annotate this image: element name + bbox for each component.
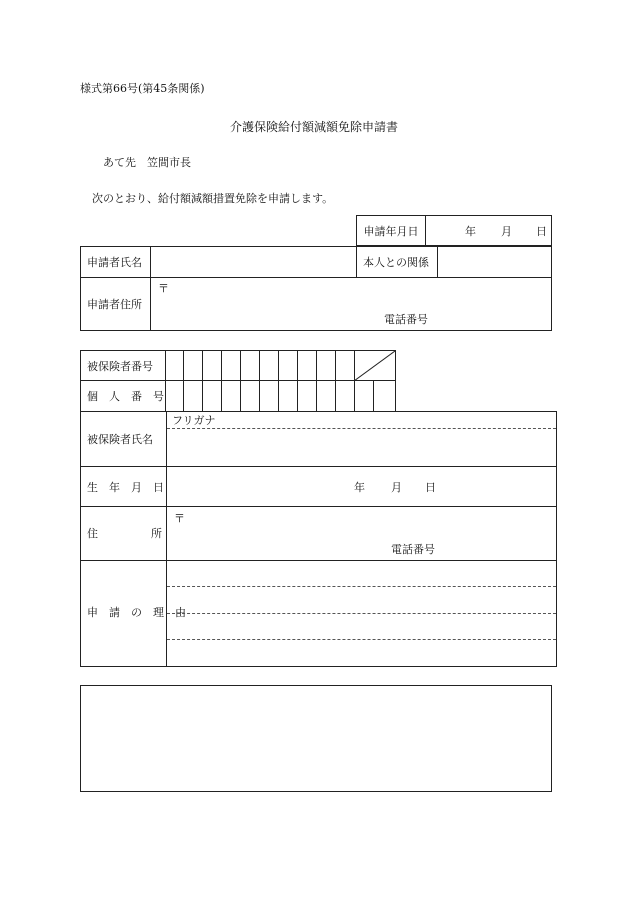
birth-day: 日: [425, 481, 436, 494]
applicant-date-label-cell: [356, 215, 426, 246]
birth-date-field[interactable]: [167, 467, 556, 506]
insured-number-label: 被保険者番号: [87, 359, 153, 373]
birth-month: 月: [391, 481, 402, 494]
applicant-date-year: 年: [465, 225, 476, 238]
form-id: 様式第66号(第45条関係): [80, 82, 205, 95]
applicant-date-day: 日: [536, 225, 547, 238]
reason-field[interactable]: [167, 561, 556, 666]
applicant-section: [80, 215, 552, 331]
personal-number-digits[interactable]: [165, 380, 396, 412]
birth-date-label: 生 年 月 日: [87, 481, 164, 494]
insured-address-field[interactable]: [167, 507, 556, 560]
personal-number-label-cell: [80, 380, 166, 412]
insured-address-label-1: 住: [87, 527, 98, 540]
furigana-label: フリガナ: [172, 414, 216, 427]
applicant-address-label-cell: [81, 277, 151, 330]
insured-phone-label: 電話番号: [391, 543, 435, 556]
insured-main-grid: [80, 411, 557, 667]
insured-address-label-2: 所: [151, 527, 162, 540]
postal-mark: 〒: [158, 282, 169, 295]
insured-number-label-cell: [80, 350, 166, 381]
applicant-phone-label: 電話番号: [384, 313, 428, 326]
applicant-name-field[interactable]: [152, 247, 356, 277]
personal-number-label: 個 人 番 号: [87, 390, 164, 403]
applicant-name-label: 申請者氏名: [87, 256, 142, 269]
applicant-relation-label-cell: [356, 247, 438, 277]
applicant-address-field[interactable]: [152, 277, 551, 330]
insured-name-label: 被保険者氏名: [87, 433, 153, 446]
applicant-address-label: 申請者住所: [87, 297, 142, 311]
applicant-relation-field[interactable]: [438, 247, 551, 277]
insured-name-field[interactable]: [167, 412, 556, 466]
insured-number-digits[interactable]: [165, 350, 396, 381]
reason-label: 申 請 の 理 由: [87, 606, 186, 619]
intro-text: 次のとおり、給付額減額措置免除を申請します。: [92, 192, 334, 205]
addressee: あて先 笠間市長: [103, 156, 191, 169]
applicant-name-row: [80, 246, 552, 278]
applicant-date-field[interactable]: [425, 215, 552, 246]
applicant-relation-label: 本人との関係: [363, 256, 429, 269]
applicant-name-label-cell: [81, 247, 151, 277]
office-use-box[interactable]: [80, 685, 552, 792]
applicant-address-row: [80, 277, 552, 331]
applicant-date-label: 申請年月日: [363, 224, 419, 238]
diagonal-slash: [354, 351, 395, 381]
insured-postal-mark: 〒: [174, 512, 185, 525]
birth-year: 年: [354, 481, 365, 494]
page-title: 介護保険給付額減額免除申請書: [230, 120, 399, 134]
insured-section: [80, 350, 557, 667]
applicant-date-month: 月: [501, 225, 512, 238]
